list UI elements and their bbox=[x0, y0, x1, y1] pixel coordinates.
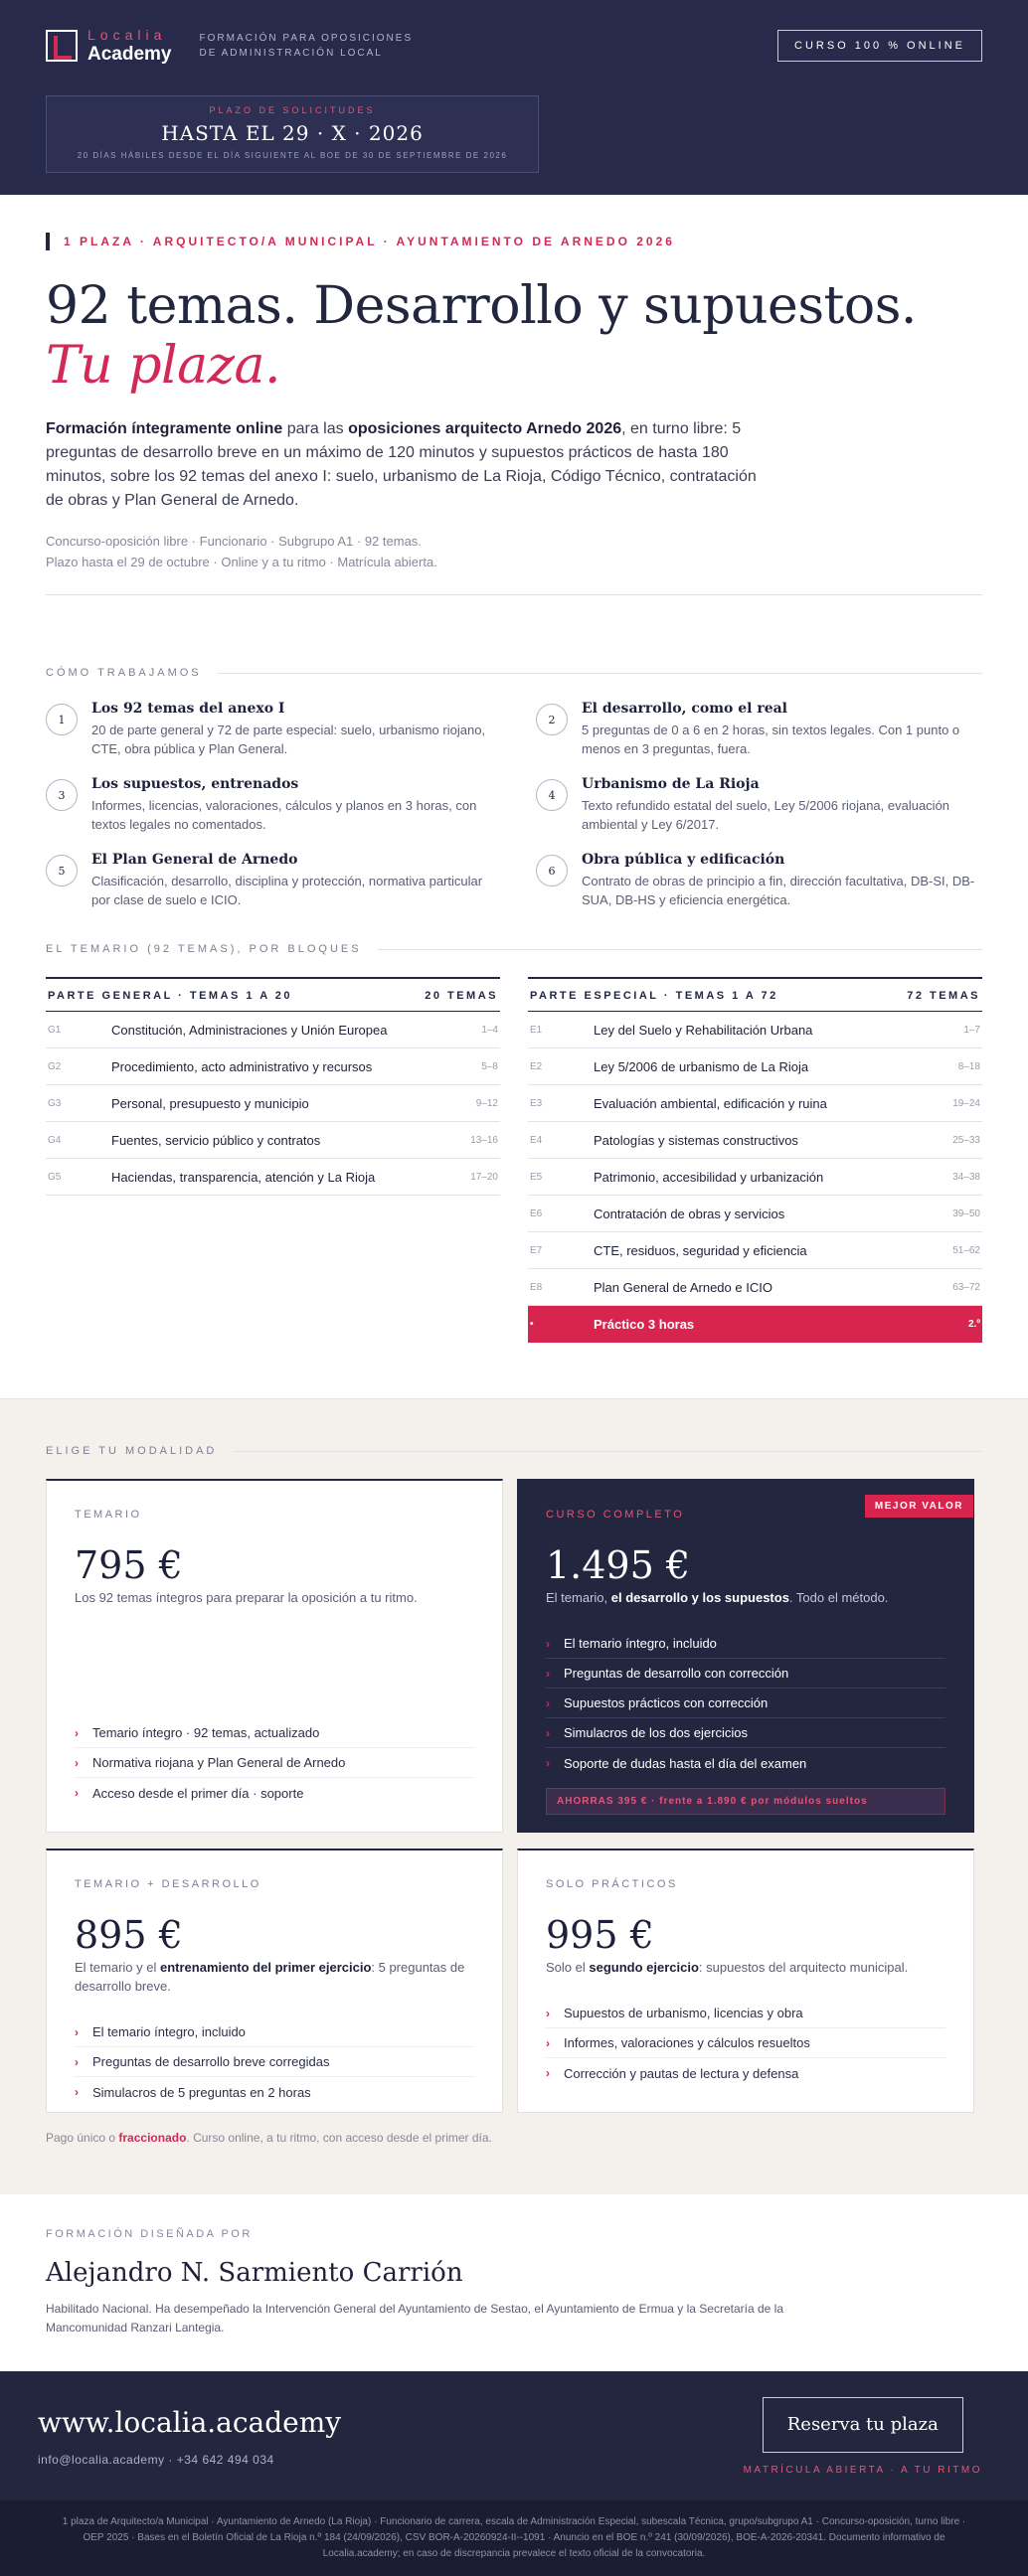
pricing-section bbox=[0, 1398, 1028, 2194]
row-title: Ley 5/2006 de urbanismo de La Rioja bbox=[594, 1058, 809, 1074]
row-range: 13–16 bbox=[470, 1134, 498, 1146]
step-desc: Clasificación, desarrollo, disciplina y protección, normativa particular por clase de suelo e ICIO. bbox=[91, 874, 483, 907]
table-header bbox=[46, 979, 500, 1012]
table-row[interactable] bbox=[46, 1122, 500, 1159]
chevron-right-icon: › bbox=[75, 1725, 79, 1740]
desc-text: : supuestos del arquitecto municipal. bbox=[698, 1960, 909, 1975]
row-title: Práctico 3 horas bbox=[594, 1317, 695, 1332]
step-item bbox=[46, 701, 492, 758]
feature-item bbox=[546, 1999, 945, 2028]
chevron-right-icon: › bbox=[75, 2054, 79, 2069]
row-range: 51–62 bbox=[952, 1244, 980, 1256]
practical-row[interactable] bbox=[528, 1306, 982, 1343]
chevron-right-icon: › bbox=[546, 1636, 550, 1651]
chevron-right-icon: › bbox=[546, 1756, 550, 1770]
step-title: El Plan General de Arnedo bbox=[91, 852, 298, 868]
table-header-right: 72 TEMAS bbox=[907, 990, 980, 1002]
row-range: 34–38 bbox=[952, 1171, 980, 1183]
online-course-button[interactable]: CURSO 100 % ONLINE bbox=[777, 30, 982, 62]
plan-desc bbox=[75, 1958, 474, 1996]
chevron-right-icon: › bbox=[75, 2024, 79, 2039]
step-desc: Contrato de obras de principio a fin, dirección facultativa, DB-SI, DB-SUA, DB-HS y eficiencia energética. bbox=[582, 874, 975, 907]
pricing-title: ELIGE TU MODALIDAD bbox=[46, 1445, 982, 1457]
table-header-right: 20 TEMAS bbox=[425, 990, 498, 1002]
table-row[interactable] bbox=[46, 1085, 500, 1122]
footer-contact: info@localia.academy · +34 642 494 034 bbox=[38, 2452, 274, 2467]
pay-text: Pago único o bbox=[46, 2131, 119, 2145]
feature-text: El temario íntegro, incluido bbox=[564, 1636, 717, 1651]
feature-item bbox=[75, 1718, 474, 1748]
steps-grid bbox=[46, 701, 982, 909]
author-bio: Habilitado Nacional. Ha desempeñado la Intervención General del Ayuntamiento de Sestao, el Ayuntamiento de Ermua y la Secretaría de la Mancomunidad Ranzari Lantegia. bbox=[46, 2302, 784, 2334]
chevron-right-icon: › bbox=[546, 2066, 550, 2080]
desc-text: El temario, bbox=[546, 1590, 611, 1605]
author-name: Alejandro N. Sarmiento Carrión bbox=[46, 2258, 463, 2288]
row-title: Procedimiento, acto administrativo y recursos bbox=[111, 1058, 373, 1074]
step-desc: Informes, licencias, valoraciones, cálculos y planos en 3 horas, con textos legales no comentados. bbox=[91, 798, 477, 832]
step-number: 5 bbox=[46, 855, 78, 886]
plan-desc bbox=[546, 1588, 945, 1607]
feature-text: Temario íntegro · 92 temas, actualizado bbox=[92, 1725, 320, 1740]
payment-note bbox=[46, 2131, 982, 2145]
row-title: Personal, presupuesto y municipio bbox=[111, 1095, 309, 1111]
how-we-work-section bbox=[0, 595, 1028, 909]
footer-right bbox=[744, 2397, 982, 2476]
intro-bold-2: oposiciones arquitecto Arnedo 2026 bbox=[348, 420, 622, 437]
step-item bbox=[536, 852, 982, 909]
chevron-right-icon: › bbox=[546, 1725, 550, 1740]
hero-kicker: 1 PLAZA · ARQUITECTO/A MUNICIPAL · AYUNTAMIENTO DE ARNEDO 2026 bbox=[46, 233, 982, 250]
plan-price: 1.495 € bbox=[546, 1543, 691, 1587]
plan-card-desarrollo[interactable] bbox=[46, 1849, 503, 2113]
table-row[interactable] bbox=[528, 1048, 982, 1085]
row-code: E8 bbox=[530, 1281, 543, 1293]
feature-text: Supuestos de urbanismo, licencias y obra bbox=[564, 2006, 803, 2020]
plan-card-temario[interactable] bbox=[46, 1479, 503, 1833]
plan-label: CURSO COMPLETO bbox=[546, 1509, 685, 1521]
tagline bbox=[200, 31, 414, 61]
desc-text: : 5 preguntas de desarrollo breve. bbox=[75, 1960, 465, 1994]
especial-table bbox=[528, 977, 982, 1343]
legal-notice: 1 plaza de Arquitecto/a Municipal · Ayuntamiento de Arnedo (La Rioja) · Funcionario de carrera, escala de Administración Especial, subescala Técnica, grupo/subgrupo A1 · Concurso-oposición, turno libre · OEP 2025 · Bases en el Boletín Oficial de La Rioja n.º 184 (24/09/2026), CSV BOR-A-20260924-II--1091 · Anuncio en el BOE n.º 241 (30/09/2026), BOE-A-2026-20341. Documento informativo de Localia.academy; en caso de discrepancia prevalece el texto oficial de la convocatoria. bbox=[0, 2500, 1028, 2576]
deadline-date: HASTA EL 29 · X · 2026 bbox=[161, 121, 424, 145]
plan-price: 995 € bbox=[546, 1913, 654, 1957]
step-title: Los 92 temas del anexo I bbox=[91, 701, 285, 717]
step-item bbox=[46, 852, 492, 909]
site-header bbox=[0, 0, 1028, 195]
row-range: 25–33 bbox=[952, 1134, 980, 1146]
step-title: Urbanismo de La Rioja bbox=[582, 776, 760, 792]
row-range: 2.º bbox=[968, 1319, 980, 1330]
row-code: E6 bbox=[530, 1208, 543, 1219]
row-title: Patologías y sistemas constructivos bbox=[594, 1132, 798, 1148]
author-label: FORMACIÓN DISEÑADA POR bbox=[46, 2228, 253, 2240]
feature-text: Simulacros de 5 preguntas en 2 horas bbox=[92, 2084, 311, 2100]
logo-top: Localia bbox=[87, 27, 167, 43]
logo[interactable] bbox=[87, 28, 172, 64]
row-code: E3 bbox=[530, 1097, 543, 1109]
feature-item bbox=[546, 1718, 945, 1748]
feature-item bbox=[75, 1778, 474, 1808]
chevron-right-icon: › bbox=[546, 2035, 550, 2050]
desc-text: El temario y el bbox=[75, 1960, 160, 1975]
reserve-button[interactable]: Reserva tu plaza bbox=[763, 2397, 963, 2453]
desc-text: Solo el bbox=[546, 1960, 590, 1975]
pay-text: . Curso online, a tu ritmo, con acceso desde el primer día. bbox=[186, 2131, 492, 2145]
feature-text: Informes, valoraciones y cálculos resueltos bbox=[564, 2035, 810, 2050]
intro-bold-1: Formación íntegramente online bbox=[46, 420, 283, 437]
row-code: E4 bbox=[530, 1134, 543, 1146]
feature-item bbox=[546, 2058, 945, 2088]
general-table bbox=[46, 977, 500, 1343]
row-title: Patrimonio, accesibilidad y urbanización bbox=[594, 1169, 824, 1185]
plan-label: TEMARIO bbox=[75, 1509, 142, 1521]
row-range: 1–7 bbox=[963, 1024, 980, 1036]
feature-item bbox=[546, 1748, 945, 1778]
deadline-label: PLAZO DE SOLICITUDES bbox=[209, 105, 376, 115]
row-title: Evaluación ambiental, edificación y ruina bbox=[594, 1095, 827, 1111]
row-code: G5 bbox=[48, 1171, 62, 1183]
hero-section bbox=[0, 195, 1028, 572]
hero-meta bbox=[46, 531, 982, 572]
deadline-note: 20 DÍAS HÁBILES DESDE EL DÍA SIGUIENTE AL BOE DE 30 DE SEPTIEMBRE DE 2026 bbox=[77, 151, 508, 160]
top-bar bbox=[46, 28, 982, 64]
feature-item bbox=[75, 1748, 474, 1778]
table-header bbox=[528, 979, 982, 1012]
table-row[interactable] bbox=[46, 1159, 500, 1196]
step-title: Los supuestos, entrenados bbox=[91, 776, 299, 792]
step-desc: 5 preguntas de 0 a 6 en 2 horas, sin textos legales. Con 1 punto o menos en 3 preguntas, fuera. bbox=[582, 723, 960, 756]
footer-domain[interactable]: www.localia.academy bbox=[38, 2405, 342, 2439]
footer-phone[interactable]: +34 642 494 034 bbox=[176, 2452, 274, 2467]
tagline-line-1: FORMACIÓN PARA OPOSICIONES bbox=[199, 33, 414, 44]
table-row[interactable] bbox=[46, 1048, 500, 1085]
desc-bold: entrenamiento del primer ejercicio bbox=[159, 1960, 372, 1975]
hero-meta-1: Concurso-oposición libre · Funcionario · Subgrupo A1 · 92 temas. bbox=[46, 534, 422, 549]
row-title: Plan General de Arnedo e ICIO bbox=[594, 1279, 772, 1295]
hero-title-main: 92 temas. Desarrollo y supuestos. bbox=[46, 276, 917, 336]
syllabus-tables bbox=[46, 977, 982, 1343]
chevron-right-icon: › bbox=[75, 2085, 79, 2099]
step-item bbox=[46, 776, 492, 834]
row-code: E5 bbox=[530, 1171, 543, 1183]
feature-item bbox=[546, 1659, 945, 1689]
row-title: Ley del Suelo y Rehabilitación Urbana bbox=[594, 1022, 813, 1038]
chevron-right-icon: › bbox=[75, 1786, 79, 1800]
hero-intro bbox=[46, 417, 762, 513]
plan-label: SOLO PRÁCTICOS bbox=[546, 1878, 678, 1890]
plan-price: 795 € bbox=[75, 1543, 183, 1587]
row-title: Fuentes, servicio público y contratos bbox=[111, 1132, 321, 1148]
row-range: 17–20 bbox=[470, 1171, 498, 1183]
step-number: 2 bbox=[536, 704, 568, 735]
row-range: 19–24 bbox=[952, 1097, 980, 1109]
table-row[interactable] bbox=[528, 1085, 982, 1122]
feature-text: El temario íntegro, incluido bbox=[92, 2024, 246, 2039]
step-desc: 20 de parte general y 72 de parte especial: suelo, urbanismo riojano, CTE, obra pública y Plan General. bbox=[91, 723, 486, 756]
row-code: E1 bbox=[530, 1024, 543, 1036]
syllabus-section bbox=[0, 909, 1028, 1343]
plan-features bbox=[75, 2017, 474, 2107]
feature-text: Preguntas de desarrollo con corrección bbox=[564, 1666, 789, 1681]
row-code: G3 bbox=[48, 1097, 62, 1109]
row-range: 1–4 bbox=[481, 1024, 498, 1036]
row-title: Haciendas, transparencia, atención y La Rioja bbox=[111, 1169, 376, 1185]
chevron-right-icon: › bbox=[75, 1755, 79, 1770]
row-range: 39–50 bbox=[952, 1208, 980, 1219]
feature-text: Supuestos prácticos con corrección bbox=[564, 1695, 769, 1710]
feature-text: Simulacros de los dos ejercicios bbox=[564, 1725, 748, 1740]
feature-text: Acceso desde el primer día · soporte bbox=[92, 1785, 304, 1801]
row-code: • bbox=[530, 1319, 534, 1330]
table-row[interactable] bbox=[528, 1159, 982, 1196]
chevron-right-icon: › bbox=[546, 1666, 550, 1681]
step-number: 1 bbox=[46, 704, 78, 735]
desc-bold: segundo ejercicio bbox=[589, 1960, 699, 1975]
plan-card-practicos[interactable] bbox=[517, 1849, 974, 2113]
feature-item bbox=[546, 2028, 945, 2058]
table-row[interactable] bbox=[528, 1122, 982, 1159]
hero-title bbox=[46, 276, 982, 396]
hero-title-accent: Tu plaza. bbox=[46, 336, 281, 396]
plan-label: TEMARIO + DESARROLLO bbox=[75, 1878, 261, 1890]
feature-text: Preguntas de desarrollo breve corregidas bbox=[92, 2054, 330, 2069]
deadline-box bbox=[46, 95, 539, 173]
syllabus-title: EL TEMARIO (92 TEMAS), POR BLOQUES bbox=[46, 943, 982, 955]
feature-item bbox=[75, 2077, 474, 2107]
feature-text: Soporte de dudas hasta el día del examen bbox=[564, 1755, 807, 1771]
feature-item bbox=[546, 1689, 945, 1718]
feature-item bbox=[75, 2047, 474, 2077]
step-item bbox=[536, 776, 982, 834]
author-section bbox=[0, 2194, 1028, 2371]
logo-bottom: Academy bbox=[87, 44, 172, 65]
row-range: 8–18 bbox=[957, 1060, 980, 1072]
table-row[interactable] bbox=[46, 1012, 500, 1048]
step-number: 6 bbox=[536, 855, 568, 886]
plan-price: 895 € bbox=[75, 1913, 183, 1957]
row-code: G1 bbox=[48, 1024, 62, 1036]
plan-features bbox=[546, 1999, 945, 2088]
step-number: 4 bbox=[536, 779, 568, 811]
step-title: Obra pública y edificación bbox=[582, 852, 785, 868]
feature-item bbox=[75, 2017, 474, 2047]
row-range: 5–8 bbox=[481, 1060, 498, 1072]
row-code: G2 bbox=[48, 1060, 62, 1072]
chevron-right-icon: › bbox=[546, 1695, 550, 1710]
site-footer bbox=[0, 2371, 1028, 2500]
plan-features bbox=[546, 1629, 945, 1778]
savings-note: AHORRAS 395 € · frente a 1.890 € por módulos sueltos bbox=[546, 1788, 945, 1815]
row-code: G4 bbox=[48, 1134, 62, 1146]
row-title: CTE, residuos, seguridad y eficiencia bbox=[594, 1242, 807, 1258]
plan-card-completo[interactable] bbox=[517, 1479, 974, 1833]
plan-desc bbox=[546, 1958, 945, 1977]
step-item bbox=[536, 701, 982, 758]
table-row[interactable] bbox=[528, 1232, 982, 1269]
feature-text: Corrección y pautas de lectura y defensa bbox=[564, 2065, 799, 2081]
table-row[interactable] bbox=[528, 1269, 982, 1306]
row-title: Contratación de obras y servicios bbox=[594, 1206, 785, 1221]
plan-desc: Los 92 temas íntegros para preparar la oposición a tu ritmo. bbox=[75, 1590, 418, 1605]
pricing-cards bbox=[46, 1479, 982, 2113]
hero-meta-2: Plazo hasta el 29 de octubre · Online y a tu ritmo · Matrícula abierta. bbox=[46, 555, 437, 569]
how-title: CÓMO TRABAJAMOS bbox=[46, 667, 982, 679]
row-range: 63–72 bbox=[952, 1281, 980, 1293]
step-number: 3 bbox=[46, 779, 78, 811]
best-value-badge: MEJOR VALOR bbox=[865, 1495, 973, 1518]
feature-item bbox=[546, 1629, 945, 1659]
row-code: E7 bbox=[530, 1244, 543, 1256]
row-code: E2 bbox=[530, 1060, 543, 1072]
intro-text-2: , en turno libre: 5 preguntas de desarrollo breve en un máximo de 120 minutos y supuestos prácticos de hasta 180 minutos, sobre los 92 temas del anexo I: suelo, urbanismo de La Rioja, Código Técnico, contratación de obras y Plan General de Arnedo. bbox=[46, 420, 757, 509]
tagline-line-2: DE ADMINISTRACIÓN LOCAL bbox=[199, 48, 383, 59]
plan-features bbox=[75, 1718, 474, 1808]
enrollment-open: MATRÍCULA ABIERTA · A TU RITMO bbox=[743, 2464, 982, 2476]
footer-email[interactable]: info@localia.academy bbox=[38, 2452, 165, 2467]
step-title: El desarrollo, como el real bbox=[582, 701, 787, 717]
desc-bold: el desarrollo y los supuestos bbox=[610, 1590, 789, 1605]
intro-text-1: para las bbox=[282, 420, 349, 437]
footer-left bbox=[38, 2406, 341, 2467]
table-header-left: PARTE ESPECIAL · TEMAS 1 A 72 bbox=[530, 990, 778, 1002]
step-desc: Texto refundido estatal del suelo, Ley 5/2006 riojana, evaluación ambiental y Ley 6/2017. bbox=[582, 798, 950, 832]
table-row[interactable] bbox=[528, 1196, 982, 1232]
row-range: 9–12 bbox=[475, 1097, 498, 1109]
desc-text: . Todo el método. bbox=[788, 1590, 889, 1605]
feature-text: Normativa riojana y Plan General de Arnedo bbox=[92, 1755, 346, 1770]
row-title: Constitución, Administraciones y Unión Europea bbox=[111, 1022, 388, 1038]
table-header-left: PARTE GENERAL · TEMAS 1 A 20 bbox=[48, 990, 293, 1002]
logo-icon[interactable] bbox=[46, 30, 78, 62]
table-row[interactable] bbox=[528, 1012, 982, 1048]
pay-bold[interactable]: fraccionado bbox=[118, 2131, 187, 2145]
chevron-right-icon: › bbox=[546, 2006, 550, 2020]
